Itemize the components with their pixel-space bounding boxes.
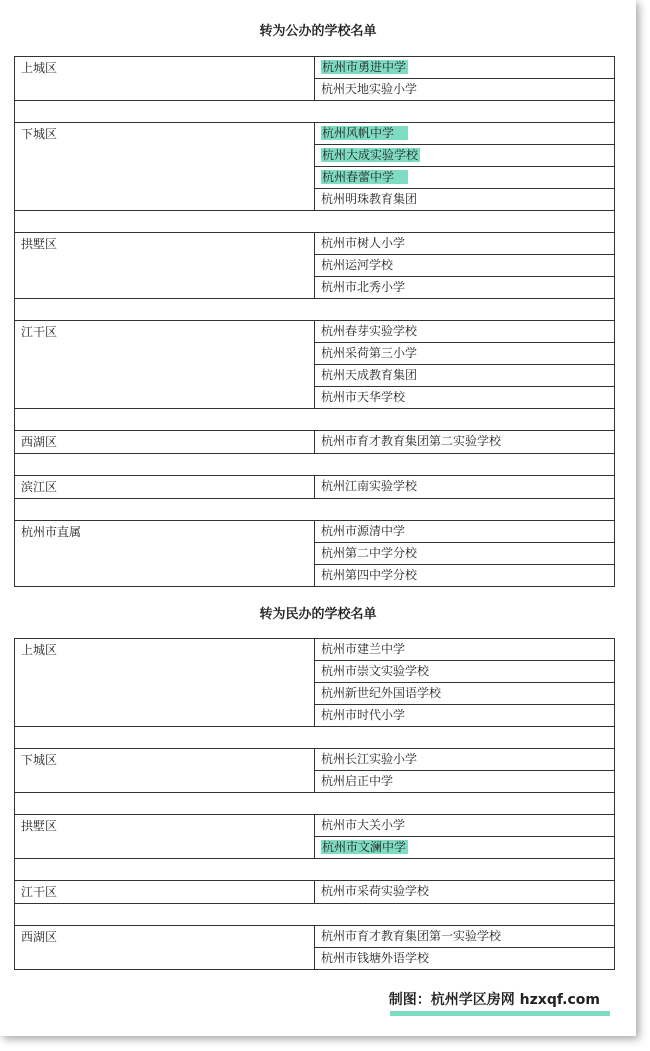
school-name: 杭州天地实验小学 [321, 82, 418, 96]
public-schools-title: 转为公办的学校名单 [259, 24, 377, 39]
school-name: 杭州市建兰中学 [321, 642, 406, 656]
table-row [15, 476, 615, 499]
district-cell: 上城区 [15, 639, 315, 727]
district-cell: 下城区 [15, 123, 315, 211]
school-name: 杭州江南实验学校 [321, 479, 418, 493]
school-cell [315, 123, 615, 145]
table-row [15, 749, 615, 771]
school-cell [315, 926, 615, 948]
school-name: 杭州市北秀小学 [321, 280, 406, 294]
school-cell [315, 815, 615, 837]
school-name: 杭州市源清中学 [321, 524, 406, 538]
district-cell: 西湖区 [15, 431, 315, 454]
school-cell [315, 189, 615, 211]
school-cell [315, 57, 615, 79]
table-row [15, 57, 615, 79]
school-name: 杭州市时代小学 [321, 708, 406, 722]
school-name: 杭州市树人小学 [321, 236, 406, 250]
school-cell [315, 321, 615, 343]
spacer-row [15, 499, 615, 521]
spacer-row [15, 727, 615, 749]
school-name: 杭州采荷第三小学 [321, 346, 418, 360]
school-cell [315, 565, 615, 587]
school-cell [315, 881, 615, 904]
school-name: 杭州市钱塘外语学校 [321, 951, 430, 965]
school-name: 杭州市育才教育集团第二实验学校 [321, 434, 502, 448]
school-name: 杭州春芽实验学校 [321, 324, 418, 338]
district-cell: 西湖区 [15, 926, 315, 970]
school-cell [315, 255, 615, 277]
spacer-row [15, 211, 615, 233]
table-row [15, 521, 615, 543]
district-cell: 下城区 [15, 749, 315, 793]
district-cell: 江干区 [15, 321, 315, 409]
spacer-row [15, 454, 615, 476]
district-cell: 杭州市直属 [15, 521, 315, 587]
spacer-row [15, 859, 615, 881]
school-name: 杭州市勇进中学 [322, 60, 407, 74]
private-schools-table [14, 638, 615, 970]
school-cell [315, 948, 615, 970]
district-cell: 江干区 [15, 881, 315, 904]
school-name: 杭州市采荷实验学校 [321, 884, 430, 898]
school-cell [315, 387, 615, 409]
school-cell [315, 683, 615, 705]
table-row [15, 233, 615, 255]
district-cell: 上城区 [15, 57, 315, 101]
school-name: 杭州春蕾中学 [321, 170, 408, 184]
public-schools-table [14, 56, 615, 587]
table-row [15, 123, 615, 145]
table-row [15, 815, 615, 837]
private-schools-title: 转为民办的学校名单 [259, 607, 377, 622]
school-name: 杭州长江实验小学 [321, 752, 418, 766]
table-row [15, 926, 615, 948]
school-name: 杭州第四中学分校 [321, 568, 418, 582]
school-name: 杭州风帆中学 [321, 126, 408, 140]
credit-text: 制图：杭州学区房网 hzxqf.com [388, 992, 600, 1008]
school-cell [315, 521, 615, 543]
school-cell [315, 365, 615, 387]
table-row [15, 639, 615, 661]
district-cell: 拱墅区 [15, 233, 315, 299]
district-cell: 拱墅区 [15, 815, 315, 859]
spacer-row [15, 904, 615, 926]
school-cell [315, 233, 615, 255]
school-name: 杭州明珠教育集团 [321, 192, 418, 206]
school-cell [315, 277, 615, 299]
school-name: 杭州运河学校 [321, 258, 394, 272]
district-cell: 滨江区 [15, 476, 315, 499]
school-cell [315, 837, 615, 859]
school-name: 杭州市文澜中学 [322, 840, 407, 854]
school-cell [315, 343, 615, 365]
school-cell [315, 639, 615, 661]
school-name: 杭州启正中学 [321, 774, 394, 788]
school-cell [315, 79, 615, 101]
school-cell [315, 145, 615, 167]
school-name: 杭州市大关小学 [321, 818, 406, 832]
school-name: 杭州天成教育集团 [321, 368, 418, 382]
school-name: 杭州新世纪外国语学校 [321, 686, 442, 700]
table-row [15, 881, 615, 904]
school-cell [315, 167, 615, 189]
spacer-row [15, 409, 615, 431]
school-name: 杭州第二中学分校 [321, 546, 418, 560]
school-name: 杭州市崇文实验学校 [321, 664, 430, 678]
school-cell [315, 476, 615, 499]
spacer-row [15, 299, 615, 321]
school-name: 杭州市育才教育集团第一实验学校 [321, 929, 502, 943]
school-cell [315, 771, 615, 793]
table-row [15, 431, 615, 454]
school-name: 杭州大成实验学校 [322, 148, 419, 162]
credit-underline [390, 1011, 610, 1016]
spacer-row [15, 793, 615, 815]
spacer-row [15, 101, 615, 123]
table-row [15, 321, 615, 343]
school-cell [315, 543, 615, 565]
school-name: 杭州市天华学校 [321, 390, 406, 404]
school-cell [315, 705, 615, 727]
school-cell [315, 749, 615, 771]
school-cell [315, 431, 615, 454]
school-cell [315, 661, 615, 683]
